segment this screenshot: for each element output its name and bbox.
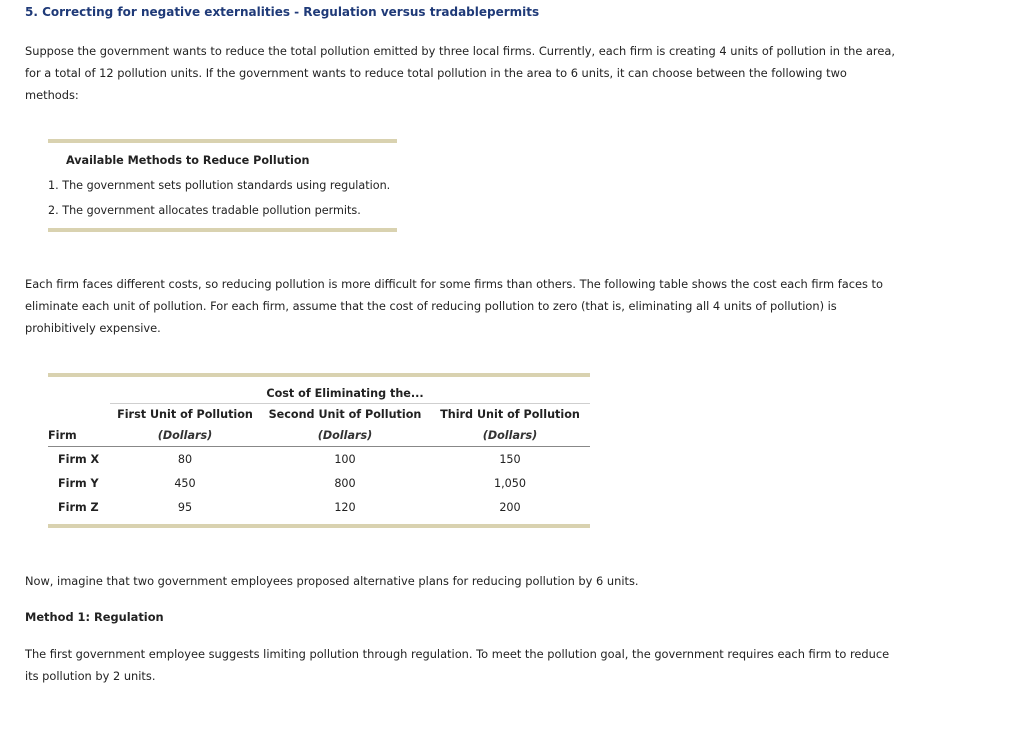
cost-cell: 800 — [334, 476, 356, 490]
cost-cell: 450 — [174, 476, 196, 490]
intro-paragraph: Suppose the government wants to reduce the total pollution emitted by three local firms. Currently, each firm is creating 4 units of pollution in the area, for a total of 12 pollution units. If the government wants to reduce total pollution in the area to 6 units, it can choose between the following two methods: — [25, 44, 895, 102]
table-top-rule — [48, 373, 590, 377]
method-item-permits: 2. The government allocates tradable pollution permits. — [48, 204, 361, 217]
cost-cell: 1,050 — [493, 476, 527, 490]
methods-box-title: Available Methods to Reduce Pollution — [66, 154, 310, 167]
cost-cell: 200 — [499, 500, 521, 514]
methods-box-bottom-rule — [48, 228, 397, 232]
cost-cell: 95 — [177, 500, 193, 514]
cost-table — [48, 383, 590, 519]
table-row-firm-z — [48, 495, 590, 519]
firm-name: Firm Y — [58, 476, 99, 490]
cost-cell: 80 — [177, 452, 193, 466]
column-header-third: Third Unit of Pollution — [430, 404, 590, 426]
firm-name: Firm X — [58, 452, 100, 466]
column-header-first: First Unit of Pollution — [110, 404, 260, 426]
cost-cell: 120 — [334, 500, 356, 514]
method1-heading: Method 1: Regulation — [25, 610, 164, 624]
table-bottom-rule — [48, 524, 590, 528]
method-item-regulation: 1. The government sets pollution standards using regulation. — [48, 179, 391, 192]
firm-column-header: Firm — [48, 425, 110, 447]
method1-text: The first government employee suggests limiting pollution through regulation. To meet the pollution goal, the government requires each firm to reduce its pollution by 2 units. — [25, 647, 890, 683]
plans-paragraph: Now, imagine that two government employees proposed alternative plans for reducing pollution by 6 units. — [25, 574, 639, 588]
cost-cell: 100 — [334, 452, 356, 466]
methods-box-top-rule — [48, 139, 397, 143]
table-span-header: Cost of Eliminating the... — [266, 386, 424, 400]
column-unit-third: (Dollars) — [430, 425, 590, 447]
column-header-second: Second Unit of Pollution — [260, 404, 430, 426]
question-title: 5. Correcting for negative externalities - Regulation versus tradablepermits — [25, 5, 540, 19]
column-unit-first: (Dollars) — [110, 425, 260, 447]
firm-name: Firm Z — [58, 500, 99, 514]
cost-paragraph: Each firm faces different costs, so reducing pollution is more difficult for some firms than others. The following table shows the cost each firm faces to eliminate each unit of pollution. For each firm, assume that the cost of reducing pollution to zero (that is, eliminating all 4 units of pollution) is prohibitively expensive. — [25, 277, 883, 335]
methods-list — [48, 177, 390, 227]
table-row-firm-y — [48, 471, 590, 495]
column-unit-second: (Dollars) — [260, 425, 430, 447]
table-row-firm-x — [48, 447, 590, 472]
cost-cell: 150 — [499, 452, 521, 466]
